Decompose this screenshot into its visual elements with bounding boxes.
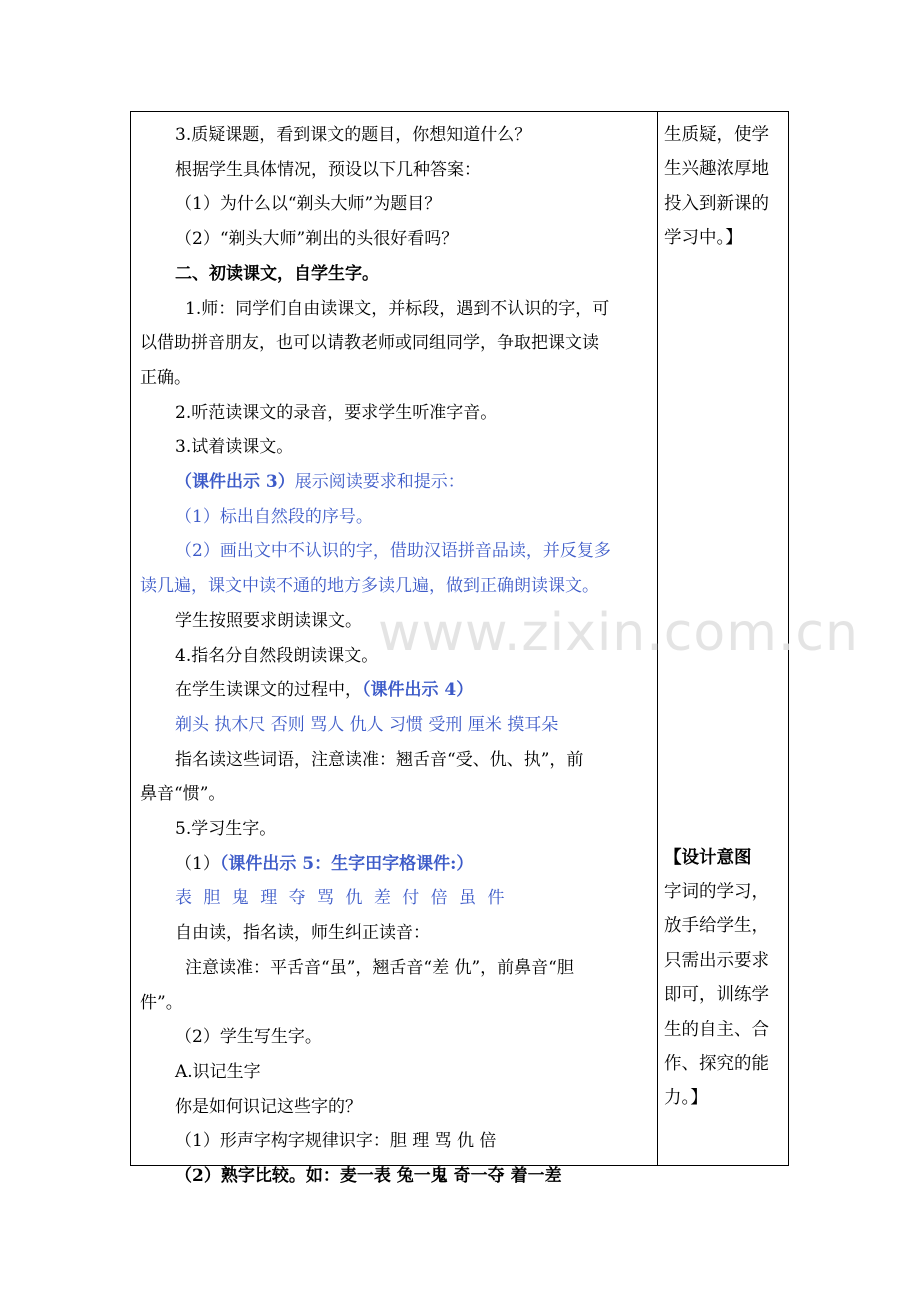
courseware-tag: （课件出示 5：生字田字格课件:） (219, 853, 474, 874)
side-note-line (664, 359, 784, 393)
side-note-line: 作、探究的能 (664, 1053, 769, 1074)
content-line: （2）画出文中不认识的字，借助汉语拼音品读，并反复多 (175, 541, 611, 562)
content-line: 4.指名分自然段朗读课文。 (175, 645, 379, 666)
side-note-line (664, 462, 784, 496)
side-note-line (664, 737, 784, 771)
content-line: （1）形声字构字规律识字：胆 理 骂 仇 倍 (175, 1131, 497, 1152)
content-line: 以借助拼音朋友，也可以请教老师或同组同学，争取把课文读 (140, 333, 599, 354)
content-line (140, 847, 652, 882)
content-line: （2）“剃头大师”剃出的头很好看吗？ (175, 229, 459, 250)
content-line: 正确。 (140, 367, 191, 388)
content-line: （2）学生写生字。 (175, 1027, 322, 1048)
side-note-line (664, 256, 784, 290)
side-note-line (664, 565, 784, 599)
side-note-line (664, 772, 784, 806)
content-text: 在学生读课文的过程中， (175, 680, 362, 701)
content-line: 读几遍，课文中读不通的地方多读几遍，做到正确朗读课文。 (140, 576, 599, 597)
courseware-tag: （课件出示 4） (362, 680, 474, 701)
content-line: 1.师：同学们自由读课文，并标段，遇到不认识的字，可 (185, 298, 610, 319)
content-line: 剃头 执木尺 否则 骂人 仇人 习惯 受刑 厘米 摸耳朵 (175, 714, 559, 735)
content-line (140, 465, 652, 500)
side-note-line: 生的自主、合 (664, 1019, 769, 1040)
content-line: 3.质疑课题，看到课文的题目，你想知道什么？ (175, 125, 532, 145)
content-text: （1） (175, 853, 220, 874)
courseware-tag: （课件出示 3） (175, 472, 295, 493)
side-note-line: 生质疑，使学 (664, 125, 769, 145)
side-note-line: 只需出示要求 (664, 950, 769, 971)
content-line: 你是如何识记这些字的？ (175, 1096, 362, 1117)
content-line: 自由读，指名读，师生纠正读音： (175, 923, 430, 944)
content-line: 指名读这些词语，注意读准：翘舌音“受、仇、执”，前 (175, 749, 584, 770)
content-line: 二、初读课文，自学生字。 (175, 263, 379, 284)
side-note-line (664, 393, 784, 427)
content-line: （1）为什么以“剃头大师”为题目？ (175, 194, 442, 215)
content-line: 注意读准：平舌音“虽”，翘舌音“差 仇”，前鼻音“胆 (185, 957, 574, 978)
side-note-line: 生兴趣浓厚地 (664, 159, 769, 180)
content-line: 5.学习生字。 (175, 819, 277, 840)
content-line: 2.听范读课文的录音，要求学生听准字音。 (175, 402, 498, 423)
content-line: （2）熟字比较。如：麦一表 兔一鬼 奇一夺 着一差 (175, 1166, 562, 1187)
content-line: A.识记生字 (175, 1061, 261, 1082)
content-line: （1）标出自然段的序号。 (175, 506, 373, 527)
side-note-line (664, 531, 784, 565)
content-line: 学生按照要求朗读课文。 (175, 610, 362, 631)
content-line: 件”。 (140, 992, 183, 1013)
side-note-line: 【设计意图 (664, 847, 752, 868)
content-line (140, 673, 652, 708)
side-note-line (664, 496, 784, 530)
side-note-line (664, 290, 784, 324)
side-note-line (664, 428, 784, 462)
content-line: 表 胆 鬼 理 夺 骂 仇 差 付 倍 虽 件 (175, 888, 508, 909)
side-note-line: 投入到新课的 (664, 193, 769, 214)
content-line: 根据学生具体情况，预设以下几种答案： (175, 159, 481, 180)
content-line: 3.试着读课文。 (175, 437, 294, 458)
side-note-line (664, 806, 784, 840)
content-line: 鼻音“惯”。 (140, 784, 226, 805)
side-note-line: 放手给学生， (664, 916, 769, 937)
side-note-line: 字词的学习， (664, 881, 769, 902)
side-note-line: 即可，训练学 (664, 985, 769, 1006)
side-note-line (664, 703, 784, 737)
side-note-line: 学习中。】 (664, 228, 743, 249)
side-note-line (664, 669, 784, 703)
side-note-line (664, 324, 784, 358)
side-note-line: 力。】 (664, 1088, 708, 1109)
watermark: www.zixin.com.cn (378, 603, 859, 663)
content-text: 展示阅读要求和提示： (294, 472, 465, 493)
